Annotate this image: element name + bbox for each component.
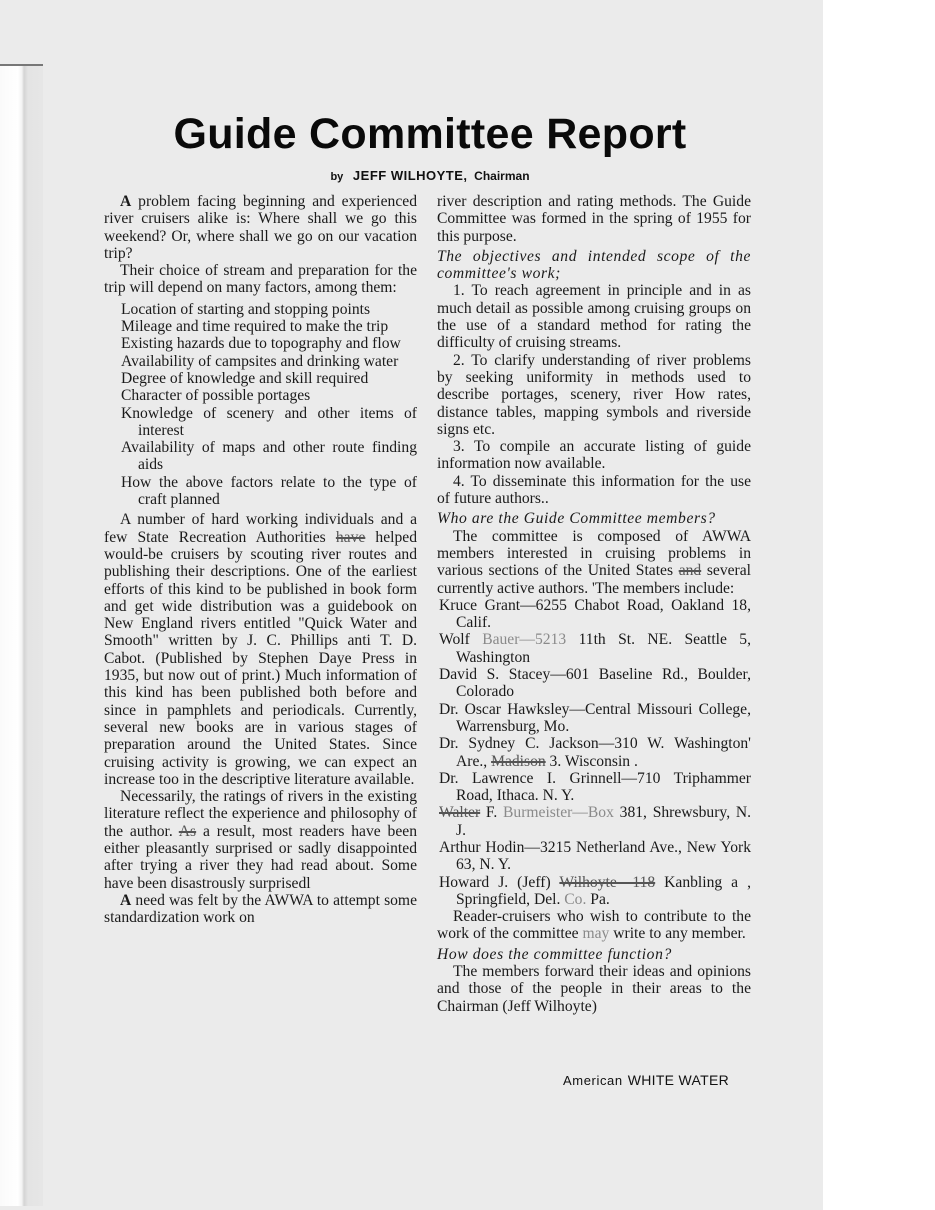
member-entry <box>439 631 751 666</box>
paragraph-text: The committee is composed of AWWA members interested in cruising problems in various sections of the United States <box>437 527 751 580</box>
factor-item: Existing hazards due to topography and flow <box>121 335 401 353</box>
factor-item: Degree of knowledge and skill required <box>121 369 369 387</box>
paragraph-text: write to any member. <box>609 925 746 943</box>
section-heading-function: How does the committee function? <box>437 945 672 963</box>
paragraph-history <box>104 511 417 788</box>
struck-word: Walter <box>439 804 481 822</box>
member-text: Dr. Sydney C. Jackson—310 W. Washington' Are., <box>439 735 751 770</box>
member-entry <box>439 874 751 909</box>
section-heading-members: Who are the Guide Committee members? <box>437 510 716 528</box>
struck-word: have <box>335 528 366 546</box>
factor-item: Character of possible portages <box>121 387 311 405</box>
member-entry <box>439 770 751 805</box>
member-entry <box>439 735 751 770</box>
member-text: Dr. Oscar Hawksley—Central Missouri College, Warrensburg, Mo. <box>439 700 751 735</box>
member-text: 3. Wisconsin . <box>545 752 638 770</box>
struck-word: and <box>678 562 702 580</box>
publication-name-part2: WHITE WATER <box>627 1072 730 1088</box>
member-text: Pa. <box>586 890 610 908</box>
objective-item: 4. To disseminate this information for the use of future authors.. <box>437 472 751 508</box>
faded-text: may <box>582 925 610 943</box>
faded-text: Bauer—5213 <box>482 631 567 649</box>
member-text: 381, Shrewsbury, N. J. <box>456 804 752 839</box>
member-text: Howard J. (Jeff) <box>439 873 560 891</box>
member-text: F. <box>480 804 504 822</box>
right-column <box>437 193 751 1015</box>
objective-item: 2. To clarify understanding of river problems by seeking uniformity in methods used to describe portages, scenery, river How rates, distance tables, mapping symbols and riverside signs etc. <box>437 351 751 438</box>
member-entry <box>439 597 751 632</box>
member-entry <box>439 666 751 701</box>
member-entry <box>439 839 751 874</box>
left-column <box>104 193 417 926</box>
article-title: Guide Committee Report <box>173 110 687 158</box>
member-list <box>437 597 751 908</box>
paragraph-text: several currently active authors. 'The members include: <box>437 562 751 597</box>
paragraph-text: Reader-cruisers who wish to contribute to the work of the committee <box>437 908 751 943</box>
lead-word: A <box>120 891 132 909</box>
objective-item: 3. To compile an accurate listing of guide information now available. <box>437 438 751 473</box>
member-text: Wolf <box>439 631 483 649</box>
member-entry <box>439 804 751 839</box>
factor-list <box>104 301 417 509</box>
paragraph-intro <box>104 193 417 262</box>
paragraph-text: helped would-be cruisers by scouting river routes and publishing their descriptions. One of the earliest efforts of this kind to be published in book form and get wide distribution was a guidebook on New England rivers entitled "Quick Water and Smooth" written by J. C. Phillips anti T. D. Cabot. (Published by Stephen Daye Press in 1935, but now out of print.) Much information of this kind has been published both before and since in pamphlets and periodicals. Currently, several new books are in various stages of preparation around the United States. Since cruising activity is growing, we can expect an increase too in the descriptive literature available. <box>104 528 417 788</box>
paragraph-composition <box>437 528 751 597</box>
member-text: Kruce Grant—6255 Chabot Road, Oakland 18, Calif. <box>439 596 751 632</box>
paragraph-text: a result, most readers have been either pleasantly surprised or sadly disappointed after trying a river they had read about. Some have been disastrously surprisedl <box>104 822 417 892</box>
paragraph-text: A number of hard working individuals and a few State Recreation Authorities <box>104 511 417 546</box>
struck-word: Wilhoyte—118 <box>559 873 656 891</box>
member-entry <box>439 701 751 736</box>
byline-author: JEFF WILHOYTE, <box>352 168 468 183</box>
paragraph-text: problem facing beginning and experienced river cruisers alike is: Where shall we go this weekend? Or, where shall we go on our vacation trip? <box>104 193 417 262</box>
paragraph-ratings <box>104 788 417 892</box>
factor-item: How the above factors relate to the type of craft planned <box>121 473 417 509</box>
byline <box>100 168 760 183</box>
publication-footer <box>563 1072 729 1088</box>
publication-name-part1: American <box>563 1073 623 1088</box>
binding-edge <box>0 66 43 1206</box>
byline-role: Chairman <box>474 169 530 183</box>
member-text: Arthur Hodin—3215 Netherland Ave., New York 63, N. Y. <box>439 838 751 874</box>
paragraph-text: Necessarily, the ratings of rivers in the existing literature reflect the experience and philosophy of the author. <box>104 788 417 840</box>
member-text: Dr. Lawrence I. Grinnell—710 Triphammer Road, Ithaca. N. Y. <box>439 769 751 805</box>
factor-item: Mileage and time required to make the trip <box>121 318 389 336</box>
section-heading-objectives: The objectives and intended scope of the committee's work; <box>437 247 751 283</box>
factor-item: Availability of maps and other route finding aids <box>121 439 417 474</box>
struck-word: As <box>178 822 197 840</box>
byline-prefix: by <box>330 171 344 183</box>
factor-item: Location of starting and stopping points <box>121 300 371 318</box>
factor-item: Availability of campsites and drinking water <box>121 352 399 370</box>
paragraph-contribute <box>437 908 751 943</box>
lead-word: A <box>120 193 132 210</box>
faded-text: Co. <box>564 890 587 908</box>
member-text: David S. Stacey—601 Baseline Rd., Boulder, Colorado <box>439 666 751 701</box>
paragraph-text: need was felt by the AWWA to attempt some standardization work on <box>104 891 417 927</box>
paragraph-continued: river description and rating methods. The Guide Committee was formed in the spring of 1955 for this purpose. <box>437 193 751 245</box>
objective-item: 1. To reach agreement in principle and in as much detail as possible among cruising groups on the use of a standard method for rating the difficulty of cruising streams. <box>437 282 751 352</box>
paragraph-factors-intro: Their choice of stream and preparation for the trip will depend on many factors, among them: <box>104 262 417 297</box>
paragraph-need <box>104 892 417 927</box>
member-text: 11th St. NE. Seattle 5, Washington <box>456 631 751 666</box>
member-text: Kanbling a , Springfield, Del. <box>456 873 751 908</box>
factor-item: Knowledge of scenery and other items of interest <box>121 404 417 439</box>
faded-text: Burmeister—Box <box>503 804 614 822</box>
struck-word: Madison <box>491 752 546 770</box>
paragraph-function: The members forward their ideas and opinions and those of the people in their areas to the Chairman (Jeff Wilhoyte) <box>437 963 751 1015</box>
